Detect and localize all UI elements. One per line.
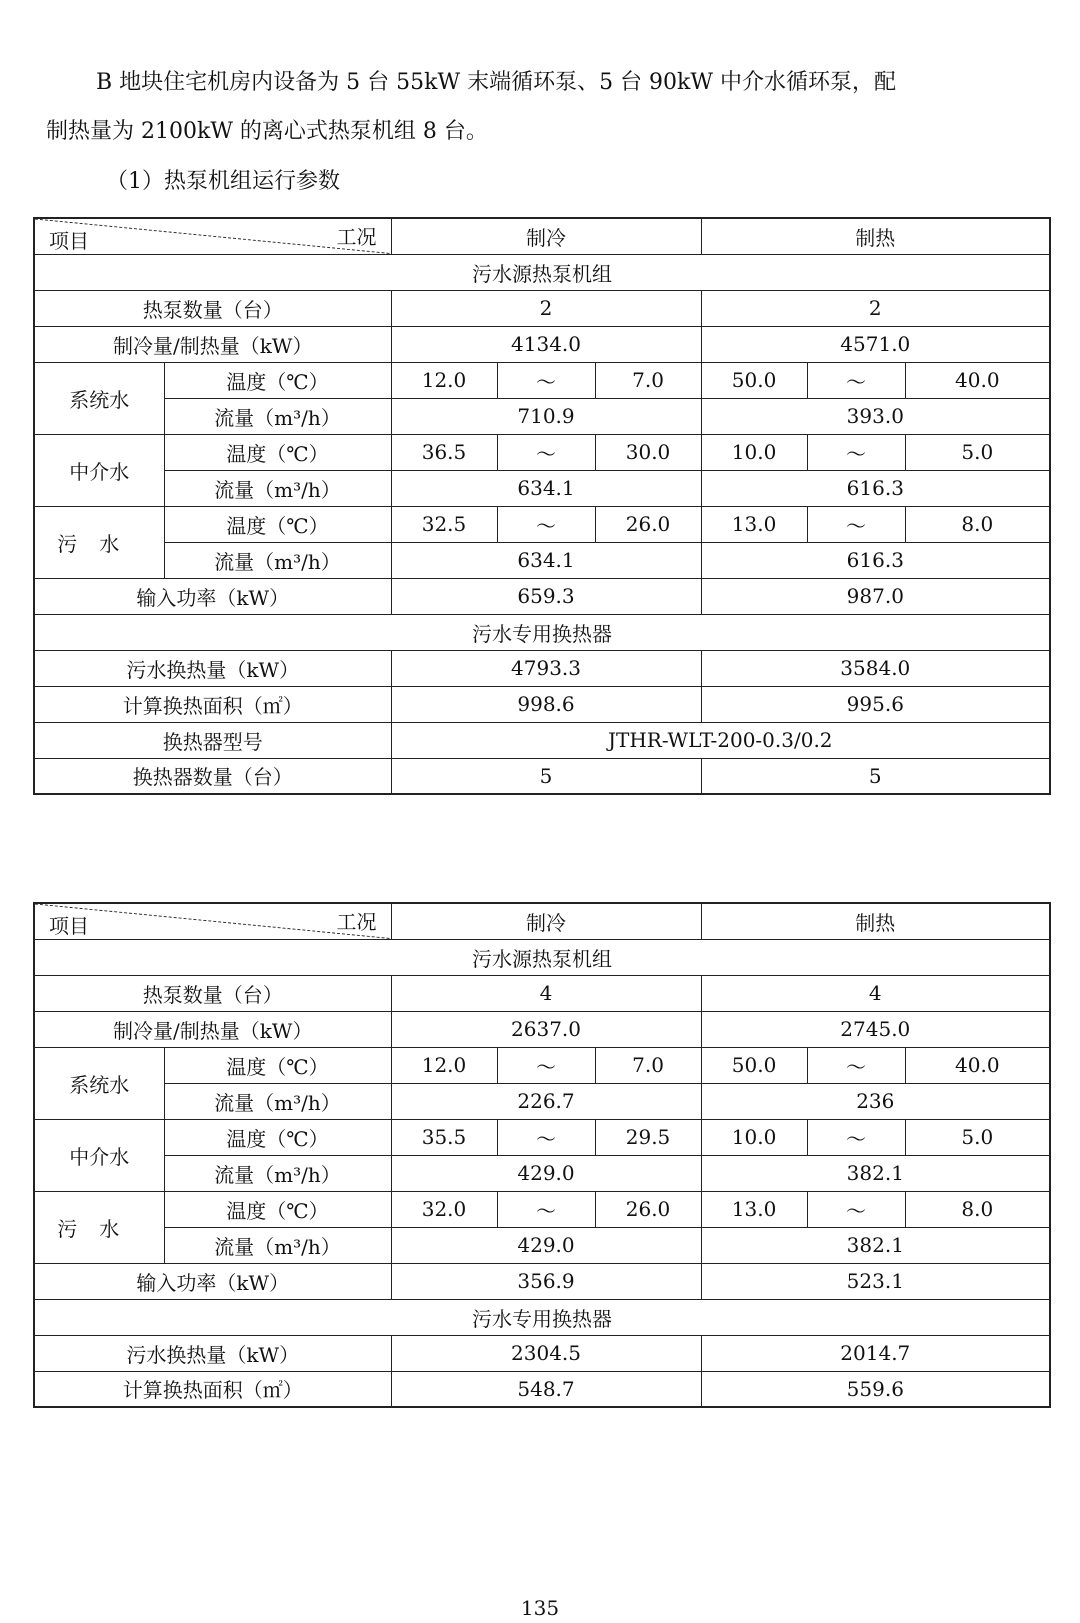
input-power-heating: 987.0 [701,578,1050,614]
sewage-temp-heat-in: 13.0 [701,1191,807,1227]
table-row [34,290,1050,326]
heat-pump-params-table-2 [33,902,1051,1408]
tilde: ～ [807,1191,905,1227]
row-label-pump-count: 热泵数量（台） [34,975,391,1011]
section-row [34,254,1050,290]
table-row [34,1011,1050,1047]
pump-count-heating: 2 [701,290,1050,326]
table-row [34,362,1050,398]
group-label-system-water: 系统水 [34,1047,164,1119]
sewage-heat-cooling: 4793.3 [391,650,701,686]
section-title-heat-pump-unit: 污水源热泵机组 [34,254,1050,290]
tilde: ～ [807,362,905,398]
system-water-flow-cooling: 710.9 [391,398,701,434]
section-row [34,939,1050,975]
section-caption: （1）热泵机组运行参数 [106,169,340,194]
sewage-temp-heat-out: 8.0 [905,1191,1050,1227]
sewage-flow-heating: 382.1 [701,1227,1050,1263]
system-water-temp-cool-in: 12.0 [391,362,497,398]
system-water-temp-heat-in: 50.0 [701,1047,807,1083]
row-label-input-power: 输入功率（kW） [34,1263,391,1299]
table-row [34,506,1050,542]
table-row [34,1119,1050,1155]
sewage-heat-cooling: 2304.5 [391,1335,701,1371]
intermediate-flow-cooling: 634.1 [391,470,701,506]
header-item-label: 项目 [49,914,89,938]
intermediate-temp-heat-in: 10.0 [701,434,807,470]
system-water-flow-cooling: 226.7 [391,1083,701,1119]
diagonal-header-cell [34,218,391,254]
exchanger-count-heating: 5 [701,758,1050,794]
intermediate-temp-cool-in: 36.5 [391,434,497,470]
pump-count-cooling: 2 [391,290,701,326]
tilde: ～ [497,1191,595,1227]
header-condition-label: 工况 [336,224,377,249]
group-label-intermediate-water: 中介水 [34,1119,164,1191]
table-header-row [34,903,1050,939]
row-label-flow: 流量（m³/h） [164,1083,391,1119]
row-label-temperature: 温度（℃） [164,362,391,398]
group-label-sewage: 污水 [34,506,164,578]
intermediate-temp-heat-out: 5.0 [905,1119,1050,1155]
table-row [34,1227,1050,1263]
system-water-flow-heating: 393.0 [701,398,1050,434]
table-row [34,975,1050,1011]
capacity-heating: 4571.0 [701,326,1050,362]
section-row [34,1299,1050,1335]
table-row [34,398,1050,434]
capacity-cooling: 2637.0 [391,1011,701,1047]
capacity-heating: 2745.0 [701,1011,1050,1047]
intermediate-flow-heating: 382.1 [701,1155,1050,1191]
row-label-temperature: 温度（℃） [164,1047,391,1083]
system-water-flow-heating: 236 [701,1083,1050,1119]
system-water-temp-cool-out: 7.0 [595,362,701,398]
section-title-heat-pump-unit: 污水源热泵机组 [34,939,1050,975]
intermediate-flow-heating: 616.3 [701,470,1050,506]
intermediate-flow-cooling: 429.0 [391,1155,701,1191]
intermediate-temp-cool-out: 30.0 [595,434,701,470]
row-label-temperature: 温度（℃） [164,1119,391,1155]
table-row [34,686,1050,722]
sewage-temp-heat-in: 13.0 [701,506,807,542]
system-water-temp-heat-out: 40.0 [905,362,1050,398]
table-row [34,578,1050,614]
sewage-temp-cool-in: 32.5 [391,506,497,542]
system-water-temp-cool-out: 7.0 [595,1047,701,1083]
row-label-input-power: 输入功率（kW） [34,578,391,614]
exchanger-count-cooling: 5 [391,758,701,794]
table-row [34,758,1050,794]
intro-paragraph-line-2: 制热量为 2100kW 的离心式热泵机组 8 台。 [46,119,488,144]
pump-count-cooling: 4 [391,975,701,1011]
area-heating: 559.6 [701,1371,1050,1407]
header-cooling: 制冷 [391,218,701,254]
tilde: ～ [497,1047,595,1083]
table-row [34,1047,1050,1083]
row-label-flow: 流量（m³/h） [164,542,391,578]
pump-count-heating: 4 [701,975,1050,1011]
table-row [34,1191,1050,1227]
header-item-label: 项目 [49,229,89,253]
intro-paragraph-line-1: B 地块住宅机房内设备为 5 台 55kW 末端循环泵、5 台 90kW 中介水循环泵，配 [96,70,896,95]
row-label-area: 计算换热面积（㎡） [34,1371,391,1407]
sewage-flow-cooling: 634.1 [391,542,701,578]
table-row [34,1371,1050,1407]
table-row [34,1335,1050,1371]
row-label-pump-count: 热泵数量（台） [34,290,391,326]
row-label-flow: 流量（m³/h） [164,1155,391,1191]
exchanger-model-value: JTHR-WLT-200-0.3/0.2 [391,722,1050,758]
area-cooling: 998.6 [391,686,701,722]
row-label-exchanger-model: 换热器型号 [34,722,391,758]
row-label-temperature: 温度（℃） [164,434,391,470]
intermediate-temp-cool-out: 29.5 [595,1119,701,1155]
tilde: ～ [497,1119,595,1155]
intermediate-temp-cool-in: 35.5 [391,1119,497,1155]
sewage-temp-cool-in: 32.0 [391,1191,497,1227]
row-label-sewage-heat: 污水换热量（kW） [34,650,391,686]
row-label-flow: 流量（m³/h） [164,1227,391,1263]
system-water-temp-heat-out: 40.0 [905,1047,1050,1083]
header-heating: 制热 [701,903,1050,939]
intermediate-temp-heat-out: 5.0 [905,434,1050,470]
table-row [34,470,1050,506]
table-row [34,542,1050,578]
tilde: ～ [807,1119,905,1155]
heat-pump-params-table-1 [33,217,1051,795]
table-row [34,1083,1050,1119]
group-label-sewage: 污水 [34,1191,164,1263]
sewage-heat-heating: 2014.7 [701,1335,1050,1371]
header-condition-label: 工况 [336,909,377,934]
header-cooling: 制冷 [391,903,701,939]
page-number: 135 [520,1596,560,1620]
tilde: ～ [807,434,905,470]
table-row [34,326,1050,362]
system-water-temp-heat-in: 50.0 [701,362,807,398]
tilde: ～ [807,1047,905,1083]
table-row [34,650,1050,686]
system-water-temp-cool-in: 12.0 [391,1047,497,1083]
section-title-exchanger: 污水专用换热器 [34,1299,1050,1335]
table-row [34,434,1050,470]
header-heating: 制热 [701,218,1050,254]
row-label-area: 计算换热面积（㎡） [34,686,391,722]
sewage-temp-cool-out: 26.0 [595,506,701,542]
row-label-sewage-heat: 污水换热量（kW） [34,1335,391,1371]
sewage-temp-heat-out: 8.0 [905,506,1050,542]
row-label-capacity: 制冷量/制热量（kW） [34,1011,391,1047]
tilde: ～ [497,506,595,542]
row-label-temperature: 温度（℃） [164,1191,391,1227]
table-header-row [34,218,1050,254]
sewage-flow-cooling: 429.0 [391,1227,701,1263]
input-power-heating: 523.1 [701,1263,1050,1299]
section-row [34,614,1050,650]
sewage-flow-heating: 616.3 [701,542,1050,578]
table-row [34,1263,1050,1299]
table-row [34,722,1050,758]
table-row [34,1155,1050,1191]
group-label-system-water: 系统水 [34,362,164,434]
capacity-cooling: 4134.0 [391,326,701,362]
sewage-heat-heating: 3584.0 [701,650,1050,686]
intermediate-temp-heat-in: 10.0 [701,1119,807,1155]
row-label-capacity: 制冷量/制热量（kW） [34,326,391,362]
row-label-temperature: 温度（℃） [164,506,391,542]
area-heating: 995.6 [701,686,1050,722]
row-label-exchanger-count: 换热器数量（台） [34,758,391,794]
area-cooling: 548.7 [391,1371,701,1407]
tilde: ～ [497,434,595,470]
input-power-cooling: 356.9 [391,1263,701,1299]
diagonal-header-cell [34,903,391,939]
row-label-flow: 流量（m³/h） [164,470,391,506]
input-power-cooling: 659.3 [391,578,701,614]
section-title-exchanger: 污水专用换热器 [34,614,1050,650]
tilde: ～ [497,362,595,398]
sewage-temp-cool-out: 26.0 [595,1191,701,1227]
tilde: ～ [807,506,905,542]
row-label-flow: 流量（m³/h） [164,398,391,434]
group-label-intermediate-water: 中介水 [34,434,164,506]
